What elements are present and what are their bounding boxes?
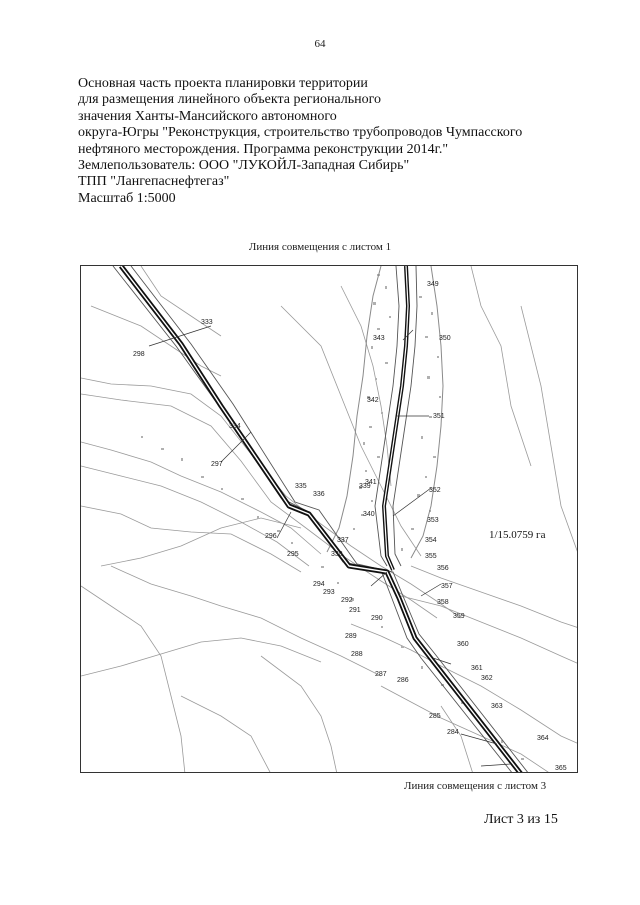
- point-label: 336: [313, 491, 325, 498]
- point-label: 364: [537, 735, 549, 742]
- point-label: 289: [345, 633, 357, 640]
- header-line: значения Ханты-Мансийского автономного: [78, 108, 337, 124]
- vegetation-texture: [141, 274, 524, 760]
- point-label: 295: [287, 551, 299, 558]
- pipeline-corridor: [121, 266, 521, 773]
- point-label: 365: [555, 765, 567, 772]
- header-line: округа-Югры "Реконструкция, строительство трубопроводов Чумпасского: [78, 125, 523, 141]
- point-label: 353: [427, 517, 439, 524]
- point-label: 356: [437, 565, 449, 572]
- point-label: 343: [373, 335, 385, 342]
- point-label: 338: [331, 551, 343, 558]
- point-label: 349: [427, 281, 439, 288]
- point-label: 359: [453, 613, 465, 620]
- document-header: [78, 76, 598, 207]
- point-label: 355: [425, 553, 437, 560]
- point-label: 341: [365, 479, 377, 486]
- header-line: Основная часть проекта планировки территории: [78, 76, 368, 91]
- point-label: 360: [457, 641, 469, 648]
- point-label: 293: [323, 589, 335, 596]
- point-label: 350: [439, 335, 451, 342]
- header-line: ТПП "Лангепаснефтегаз": [78, 174, 230, 190]
- sheet-number: Лист 3 из 15: [484, 812, 558, 827]
- map-caption-top: Линия совмещения с листом 1: [248, 241, 392, 253]
- point-label: 290: [371, 615, 383, 622]
- point-label: 335: [295, 483, 307, 490]
- map-drawing: [81, 266, 578, 773]
- point-label: 288: [351, 651, 363, 658]
- planning-map: [80, 265, 578, 773]
- point-label: 339: [359, 483, 371, 490]
- point-label: 337: [337, 537, 349, 544]
- point-label: 297: [211, 461, 223, 468]
- point-label: 292: [341, 597, 353, 604]
- point-label: 352: [429, 487, 441, 494]
- point-label: 284: [447, 729, 459, 736]
- header-line: Масштаб 1:5000: [78, 190, 176, 206]
- point-label: 287: [375, 671, 387, 678]
- point-label: 298: [133, 351, 145, 358]
- point-label: 362: [481, 675, 493, 682]
- right-of-way-boundary: [113, 266, 529, 773]
- point-label: 357: [441, 583, 453, 590]
- header-line: Землепользователь: ООО "ЛУКОЙЛ-Западная Сибирь": [78, 158, 410, 174]
- point-label: 294: [313, 581, 325, 588]
- area-label: 1/15.0759 га: [489, 529, 546, 541]
- point-label: 334: [229, 423, 241, 430]
- header-line: для размещения линейного объекта регионального: [78, 92, 382, 108]
- point-label: 354: [425, 537, 437, 544]
- point-label: 340: [363, 511, 375, 518]
- point-label: 363: [491, 703, 503, 710]
- map-caption-bottom: Линия совмещения с листом 3: [404, 780, 547, 792]
- point-label: 285: [429, 713, 441, 720]
- header-line: нефтяного месторождения. Программа реконструкции 2014г.": [78, 141, 449, 157]
- point-label: 333: [201, 319, 213, 326]
- point-label: 342: [367, 397, 379, 404]
- terrain-lines: [81, 266, 578, 773]
- point-label: 358: [437, 599, 449, 606]
- point-label: 296: [265, 533, 277, 540]
- point-label: 361: [471, 665, 483, 672]
- point-label: 351: [433, 413, 445, 420]
- point-label: 286: [397, 677, 409, 684]
- page-number: 64: [314, 38, 326, 50]
- point-label: 291: [349, 607, 361, 614]
